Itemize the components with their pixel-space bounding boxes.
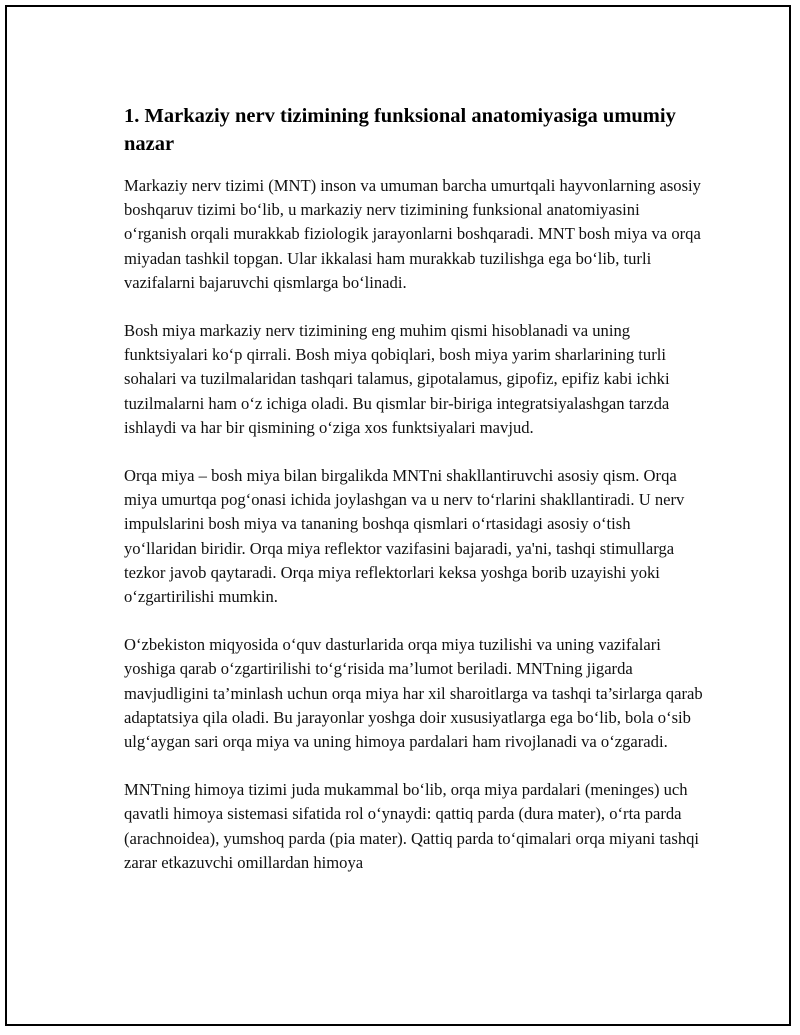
paragraph-brain: Bosh miya markaziy nerv tizimining eng muhim qismi hisoblanadi va uning funktsiyalari ko‘p qirrali. Bosh miya qobiqlari, bosh miya yarim sharlarining turli sohalari va tuzilmalaridan tashqari talamus, gipotalamus, gipofiz, epifiz kabi ichki tuzilmalarni ham o‘z ichiga oladi. Bu qismlar bir-biriga integratsiyalashgan tarzda ishlaydi va har bir qismining o‘ziga xos funktsiyalari mavjud. xyxy=(124,321,670,437)
page-frame xyxy=(5,5,791,1026)
paragraph-spinal-cord: Orqa miya – bosh miya bilan birgalikda MNTni shakllantiruvchi asosiy qism. Orqa miya umurtqa pog‘onasi ichida joylashgan va u nerv to‘rlarini shakllantiradi. U nerv impulslarini bosh miya va tananing boshqa qismlari o‘rtasidagi asosiy o‘tish yo‘llaridan biridir. Orqa miya reflektor vazifasini bajaradi, ya'ni, tashqi stimullarga tezkor javob qaytaradi. Orqa miya reflektorlari keksa yoshga borib uzayishi yoki o‘zgartirilishi mumkin. xyxy=(124,466,685,607)
document-body xyxy=(124,102,704,899)
paragraph-meninges: MNTning himoya tizimi juda mukammal bo‘lib, orqa miya pardalari (meninges) uch qavatli himoya sistemasi sifatida rol o‘ynaydi: qattiq parda (dura mater), o‘rta parda (arachnoidea), yumshoq parda (pia mater). Qattiq parda to‘qimalari orqa miyani tashqi zarar etkazuvchi omillardan himoya xyxy=(124,780,700,872)
section-heading: 1. Markaziy nerv tizimining funksional anatomiyasiga umumiy nazar xyxy=(124,105,676,155)
paragraph-mnt-intro: Markaziy nerv tizimi (MNT) inson va umuman barcha umurtqali hayvonlarning asosiy boshqaruv tizimi bo‘lib, u markaziy nerv tizimining funksional anatomiyasini o‘rganish orqali murakkab fiziologik jarayonlarni boshqaradi. MNT bosh miya va orqa miyadan tashkil topgan. Ular ikkalasi ham murakkab tuzilishga ega bo‘lib, turli vazifalarni bajaruvchi qismlarga bo‘linadi. xyxy=(124,176,701,292)
paragraph-education: O‘zbekiston miqyosida o‘quv dasturlarida orqa miya tuzilishi va uning vazifalari yoshiga qarab o‘zgartirilishi to‘g‘risida ma’lumot beriladi. MNTning jigarda mavjudligini ta’minlash uchun orqa miya har xil sharoitlarga va tashqi ta’sirlarga qarab adaptatsiya qila oladi. Bu jarayonlar yoshga doir xususiyatlarga ega bo‘lib, bola o‘sib ulg‘aygan sari orqa miya va uning himoya pardalari ham rivojlanadi va o‘zgaradi. xyxy=(124,635,703,752)
